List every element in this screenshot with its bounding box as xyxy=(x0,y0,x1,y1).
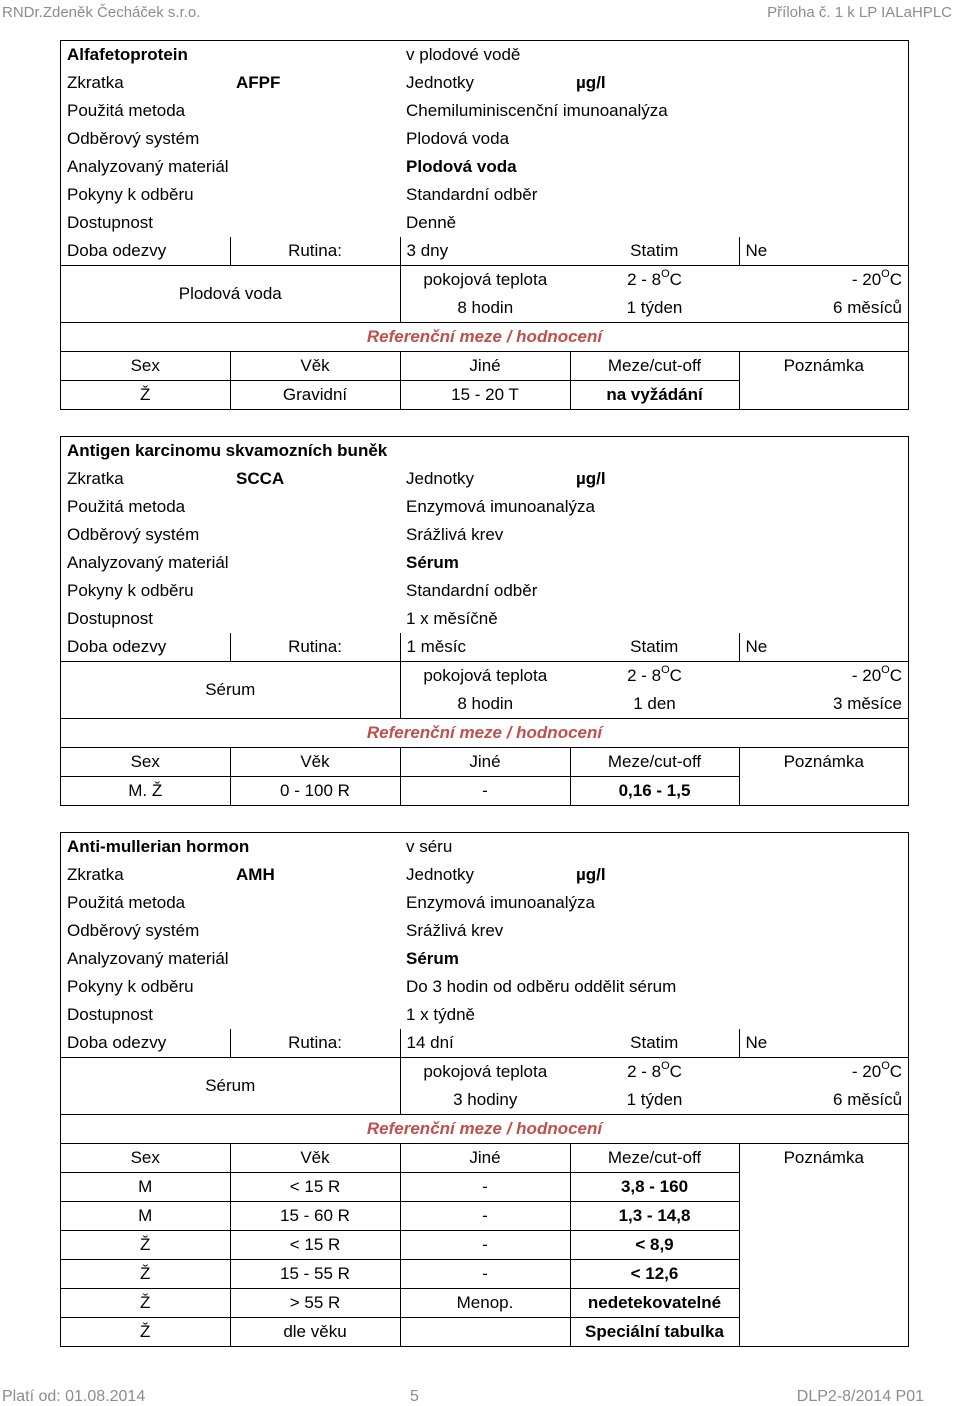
col-cutoff: Meze/cut-off xyxy=(570,748,739,777)
room-temp-value: 8 hodin xyxy=(400,690,570,719)
method-row xyxy=(61,493,908,521)
room-temp-value: 8 hodin xyxy=(400,294,570,323)
method-value: Enzymová imunoanalýza xyxy=(406,893,595,912)
material-row xyxy=(61,945,908,973)
stability-row-1 xyxy=(61,662,908,691)
availability-label: Dostupnost xyxy=(67,213,153,232)
ref-cutoff: Speciální tabulka xyxy=(570,1318,739,1347)
test-table xyxy=(61,833,908,1346)
ref-note xyxy=(739,1260,908,1289)
ref-other: 15 - 20 T xyxy=(400,381,570,410)
ref-cutoff: 1,3 - 14,8 xyxy=(570,1202,739,1231)
statim-label: Statim xyxy=(630,637,679,656)
material-value: Plodová voda xyxy=(406,157,517,176)
header-company: RNDr.Zdeněk Čecháček s.r.o. xyxy=(2,4,201,21)
ref-note xyxy=(739,381,908,410)
statim-value: Ne xyxy=(739,1029,908,1058)
ref-columns-row xyxy=(61,1144,908,1173)
method-row xyxy=(61,97,908,125)
room-temp-label: pokojová teplota xyxy=(400,1058,570,1087)
response-time-label: Doba odezvy xyxy=(61,1029,230,1058)
ref-age: dle věku xyxy=(230,1318,400,1347)
test-title: Antigen karcinomu skvamozních buněk xyxy=(67,441,388,460)
units-value: µg/l xyxy=(576,73,606,92)
response-time-row xyxy=(61,633,908,662)
ref-note xyxy=(739,1173,908,1202)
ref-other: - xyxy=(400,1260,570,1289)
material-label: Analyzovaný materiál xyxy=(67,553,229,572)
fridge-temp-value: 1 den xyxy=(570,690,739,719)
response-time-label: Doba odezvy xyxy=(61,633,230,662)
footer-document-code: DLP2-8/2014 P01 xyxy=(796,1388,924,1405)
frozen-temp-value: 6 měsíců xyxy=(739,1086,908,1115)
fridge-temp-label: $2 - 8^OC$ xyxy=(570,662,739,691)
material-label: Analyzovaný materiál xyxy=(67,157,229,176)
ref-sex: M. Ž xyxy=(61,777,230,806)
ref-note xyxy=(739,1202,908,1231)
ref-row xyxy=(61,1318,908,1347)
test-title: Anti-mullerian hormon xyxy=(67,837,250,856)
col-age: Věk xyxy=(230,1144,400,1173)
collection-label: Odběrový systém xyxy=(67,921,200,940)
collection-label: Odběrový systém xyxy=(67,129,200,148)
material-value: Sérum xyxy=(406,949,459,968)
stability-sample: Plodová voda xyxy=(61,266,400,323)
col-age: Věk xyxy=(230,352,400,381)
availability-label: Dostupnost xyxy=(67,609,153,628)
room-temp-label: pokojová teplota xyxy=(400,662,570,691)
fridge-temp-value: 1 týden xyxy=(570,1086,739,1115)
test-subtitle: v plodové vodě xyxy=(406,45,521,64)
method-label: Použitá metoda xyxy=(67,893,186,912)
ref-row xyxy=(61,1173,908,1202)
ref-note xyxy=(739,1231,908,1260)
units-value: µg/l xyxy=(576,865,606,884)
ref-note xyxy=(739,1318,908,1347)
availability-label: Dostupnost xyxy=(67,1005,153,1024)
ref-sex: M xyxy=(61,1202,230,1231)
instructions-row xyxy=(61,577,908,605)
ref-row xyxy=(61,1260,908,1289)
ref-cutoff: na vyžádání xyxy=(570,381,739,410)
abbrev-label: Zkratka xyxy=(67,73,124,92)
response-time-row xyxy=(61,237,908,266)
room-temp-label: pokojová teplota xyxy=(400,266,570,295)
collection-value: Srážlivá krev xyxy=(406,921,504,940)
material-label: Analyzovaný materiál xyxy=(67,949,229,968)
material-row xyxy=(61,153,908,181)
stability-row-1 xyxy=(61,1058,908,1087)
availability-row xyxy=(61,605,908,633)
block-scca xyxy=(60,436,909,806)
col-age: Věk xyxy=(230,748,400,777)
test-table xyxy=(61,41,908,409)
test-subtitle xyxy=(400,437,908,465)
col-sex: Sex xyxy=(61,352,230,381)
ref-other xyxy=(400,1318,570,1347)
title-row xyxy=(61,41,908,69)
ref-row xyxy=(61,777,908,806)
abbrev-value: AMH xyxy=(236,865,275,884)
ref-age: > 55 R xyxy=(230,1289,400,1318)
units-value: µg/l xyxy=(576,469,606,488)
ref-other: - xyxy=(400,1231,570,1260)
ref-row xyxy=(61,1231,908,1260)
abbrev-value: AFPF xyxy=(236,73,281,92)
test-title: Alfafetoprotein xyxy=(67,45,188,64)
availability-value: 1 x měsíčně xyxy=(406,609,498,628)
collection-row xyxy=(61,125,908,153)
col-sex: Sex xyxy=(61,748,230,777)
fridge-temp-label: $2 - 8^OC$ xyxy=(570,266,739,295)
stability-sample: Sérum xyxy=(61,662,400,719)
abbrev-label: Zkratka xyxy=(67,865,124,884)
col-sex: Sex xyxy=(61,1144,230,1173)
frozen-temp-label: - $20^OC$ xyxy=(739,266,908,295)
ref-other: - xyxy=(400,1202,570,1231)
col-note: Poznámka xyxy=(783,752,864,772)
instructions-value: Standardní odběr xyxy=(406,581,538,600)
ref-age: < 15 R xyxy=(230,1231,400,1260)
frozen-temp-value: 3 měsíce xyxy=(739,690,908,719)
abbrev-row xyxy=(61,69,908,97)
method-value: Enzymová imunoanalýza xyxy=(406,497,595,516)
statim-value: Ne xyxy=(739,633,908,662)
frozen-temp-value: 6 měsíců xyxy=(739,294,908,323)
col-other: Jiné xyxy=(400,352,570,381)
material-row xyxy=(61,549,908,577)
ref-cutoff: < 8,9 xyxy=(570,1231,739,1260)
room-temp-value: 3 hodiny xyxy=(400,1086,570,1115)
abbrev-row xyxy=(61,465,908,493)
ref-cutoff: 0,16 - 1,5 xyxy=(570,777,739,806)
instructions-label: Pokyny k odběru xyxy=(67,977,194,996)
instructions-label: Pokyny k odběru xyxy=(67,581,194,600)
test-table xyxy=(61,437,908,805)
ref-age: 15 - 55 R xyxy=(230,1260,400,1289)
ref-sex: Ž xyxy=(61,1318,230,1347)
footer-valid-from: Platí od: 01.08.2014 xyxy=(2,1388,146,1405)
reference-header: Referenční meze / hodnocení xyxy=(61,719,908,748)
ref-cutoff: nedetekovatelné xyxy=(570,1289,739,1318)
routine-label: Rutina: xyxy=(288,241,342,260)
col-cutoff: Meze/cut-off xyxy=(570,352,739,381)
ref-columns-row xyxy=(61,352,908,381)
routine-label: Rutina: xyxy=(288,1033,342,1052)
collection-row xyxy=(61,917,908,945)
statim-label: Statim xyxy=(630,1033,679,1052)
collection-row xyxy=(61,521,908,549)
fridge-temp-label: $2 - 8^OC$ xyxy=(570,1058,739,1087)
col-other: Jiné xyxy=(400,748,570,777)
header-attachment: Příloha č. 1 k LP IALaHPLC xyxy=(767,4,952,21)
frozen-temp-label: - $20^OC$ xyxy=(739,1058,908,1087)
ref-other: - xyxy=(400,777,570,806)
col-other: Jiné xyxy=(400,1144,570,1173)
reference-header-row xyxy=(61,719,908,748)
routine-value: 1 měsíc xyxy=(400,633,570,662)
collection-label: Odběrový systém xyxy=(67,525,200,544)
instructions-label: Pokyny k odběru xyxy=(67,185,194,204)
block-amh xyxy=(60,832,909,1347)
frozen-temp-label: - $20^OC$ xyxy=(739,662,908,691)
units-label: Jednotky xyxy=(406,865,475,884)
ref-age: 0 - 100 R xyxy=(230,777,400,806)
response-time-label: Doba odezvy xyxy=(61,237,230,266)
ref-cutoff: < 12,6 xyxy=(570,1260,739,1289)
instructions-row xyxy=(61,973,908,1001)
routine-label: Rutina: xyxy=(288,637,342,656)
col-note: Poznámka xyxy=(783,356,864,376)
units-label: Jednotky xyxy=(406,73,475,92)
ref-sex: Ž xyxy=(61,1289,230,1318)
col-note: Poznámka xyxy=(783,1148,864,1168)
availability-row xyxy=(61,209,908,237)
statim-value: Ne xyxy=(739,237,908,266)
ref-row xyxy=(61,1202,908,1231)
title-row xyxy=(61,833,908,861)
method-label: Použitá metoda xyxy=(67,497,186,516)
ref-age: 15 - 60 R xyxy=(230,1202,400,1231)
ref-age: Gravidní xyxy=(230,381,400,410)
stability-sample: Sérum xyxy=(61,1058,400,1115)
method-value: Chemiluminiscenční imunoanalýza xyxy=(406,101,668,120)
availability-row xyxy=(61,1001,908,1029)
ref-sex: Ž xyxy=(61,1231,230,1260)
ref-note xyxy=(739,1289,908,1318)
reference-header-row xyxy=(61,1115,908,1144)
units-label: Jednotky xyxy=(406,469,475,488)
abbrev-label: Zkratka xyxy=(67,469,124,488)
footer-page-number: 5 xyxy=(410,1388,419,1405)
ref-age: < 15 R xyxy=(230,1173,400,1202)
statim-label: Statim xyxy=(630,241,679,260)
availability-value: Denně xyxy=(406,213,457,232)
ref-columns-row xyxy=(61,748,908,777)
stability-row-1 xyxy=(61,266,908,295)
availability-value: 1 x týdně xyxy=(406,1005,475,1024)
instructions-value: Do 3 hodin od odběru oddělit sérum xyxy=(406,977,677,996)
routine-value: 3 dny xyxy=(400,237,570,266)
abbrev-row xyxy=(61,861,908,889)
test-subtitle: v séru xyxy=(406,837,453,856)
col-cutoff: Meze/cut-off xyxy=(570,1144,739,1173)
ref-sex: Ž xyxy=(61,381,230,410)
collection-value: Srážlivá krev xyxy=(406,525,504,544)
ref-other: Menop. xyxy=(400,1289,570,1318)
response-time-row xyxy=(61,1029,908,1058)
reference-header-row xyxy=(61,323,908,352)
reference-header: Referenční meze / hodnocení xyxy=(61,1115,908,1144)
instructions-value: Standardní odběr xyxy=(406,185,538,204)
routine-value: 14 dní xyxy=(400,1029,570,1058)
ref-row xyxy=(61,381,908,410)
ref-other: - xyxy=(400,1173,570,1202)
instructions-row xyxy=(61,181,908,209)
ref-row xyxy=(61,1289,908,1318)
method-label: Použitá metoda xyxy=(67,101,186,120)
ref-note xyxy=(739,777,908,806)
collection-value: Plodová voda xyxy=(406,129,510,148)
abbrev-value: SCCA xyxy=(236,469,285,488)
method-row xyxy=(61,889,908,917)
title-row xyxy=(61,437,908,465)
reference-header: Referenční meze / hodnocení xyxy=(61,323,908,352)
ref-sex: Ž xyxy=(61,1260,230,1289)
ref-cutoff: 3,8 - 160 xyxy=(570,1173,739,1202)
fridge-temp-value: 1 týden xyxy=(570,294,739,323)
ref-sex: M xyxy=(61,1173,230,1202)
block-afp xyxy=(60,40,909,410)
material-value: Sérum xyxy=(406,553,459,572)
